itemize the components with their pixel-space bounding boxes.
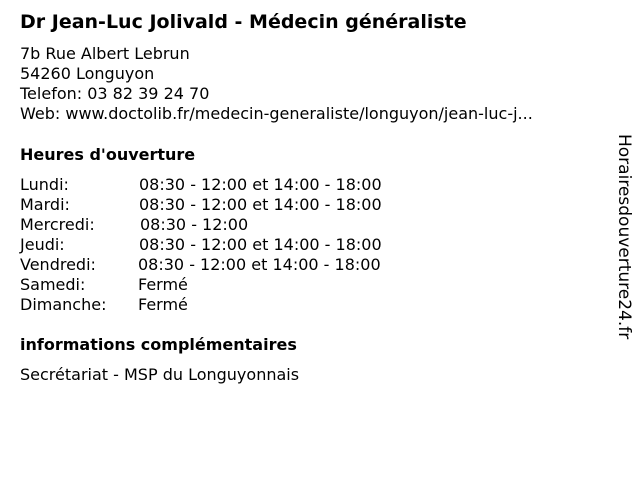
day-hours: Fermé <box>138 275 188 294</box>
day-label: Lundi: <box>20 175 69 194</box>
day-hours: 08:30 - 12:00 et 14:00 - 18:00 <box>139 175 382 194</box>
day-label: Samedi: <box>20 275 86 294</box>
city-postcode: 54260 Longuyon <box>20 64 155 83</box>
website-url: Web: www.doctolib.fr/medecin-generaliste/longuyon/jean-luc-j... <box>20 104 533 123</box>
day-label: Dimanche: <box>20 295 107 314</box>
additional-info-text: Secrétariat - MSP du Longuyonnais <box>20 365 300 384</box>
page-title: Dr Jean-Luc Jolivald - Médecin généraliste <box>20 11 467 33</box>
day-label: Vendredi: <box>20 255 96 274</box>
day-label: Mardi: <box>20 195 70 214</box>
day-hours: Fermé <box>138 295 188 314</box>
day-hours: 08:30 - 12:00 <box>140 215 249 234</box>
phone-number: Telefon: 03 82 39 24 70 <box>20 84 210 103</box>
additional-info-heading: informations complémentaires <box>20 335 297 354</box>
day-hours: 08:30 - 12:00 et 14:00 - 18:00 <box>138 255 381 274</box>
watermark-text: Horairesdouverture24.fr <box>614 134 634 340</box>
day-hours: 08:30 - 12:00 et 14:00 - 18:00 <box>139 195 382 214</box>
site-watermark <box>612 134 636 344</box>
street-address: 7b Rue Albert Lebrun <box>20 44 190 63</box>
opening-hours-heading: Heures d'ouverture <box>20 145 196 164</box>
day-hours: 08:30 - 12:00 et 14:00 - 18:00 <box>139 235 382 254</box>
day-label: Mercredi: <box>20 215 95 234</box>
day-label: Jeudi: <box>20 235 65 254</box>
contact-block <box>20 44 533 124</box>
